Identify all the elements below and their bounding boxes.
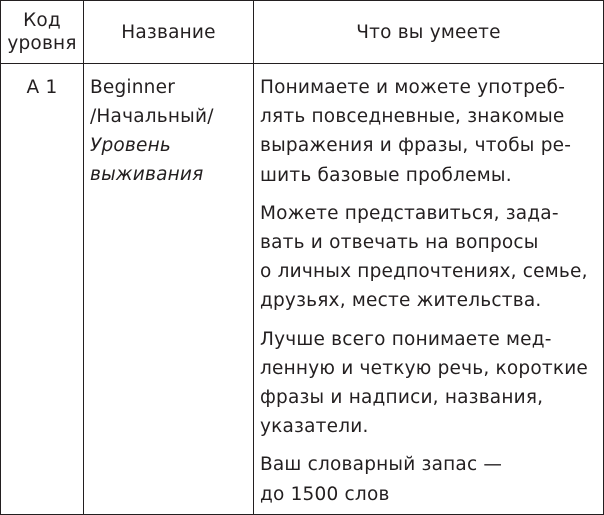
table-header-row [1,1,604,64]
text-line: Лучше всего понимаете мед- [260,328,552,350]
text-line: Понимаете и можете употреб- [260,77,566,98]
text-line: вать и отвечать на вопросы [260,232,539,254]
text-line: ленную и четкую речь, короткие [260,357,588,379]
skills-cell [254,64,604,515]
level-name-subtitle-line2: выживания [90,164,204,185]
text-line: о личных предпочтениях, семье, [260,261,588,283]
level-name-russian: /Начальный/ [90,106,214,127]
header-code-line2: уровня [7,33,77,54]
skills-paragraph [260,199,601,316]
skills-paragraph [260,325,601,442]
text-line: Можете представиться, зада- [260,202,559,224]
header-code-line1: Код [23,10,61,31]
level-name-english: Beginner [90,77,175,98]
text-line: до 1500 слов [260,483,390,505]
level-code-cell: А 1 [1,64,84,515]
text-line: указатели. [260,416,369,438]
header-skills: Что вы умеете [254,1,604,64]
skills-paragraph [260,450,601,508]
text-line: друзьях, месте жительства. [260,290,542,312]
level-name-cell [84,64,254,515]
header-level-code [1,1,84,64]
text-line: выражения и фразы, чтобы ре- [260,135,572,157]
text-line: шить базовые проблемы. [260,164,512,186]
table-row [1,64,604,515]
text-line: Ваш словарный запас — [260,454,503,476]
header-name: Название [84,1,254,64]
skills-paragraph [260,73,601,190]
level-name-subtitle-line1: Уровень [90,135,172,156]
text-line: лять повседневные, знакомые [260,106,565,128]
text-line: фразы и надписи, названия, [260,387,544,409]
